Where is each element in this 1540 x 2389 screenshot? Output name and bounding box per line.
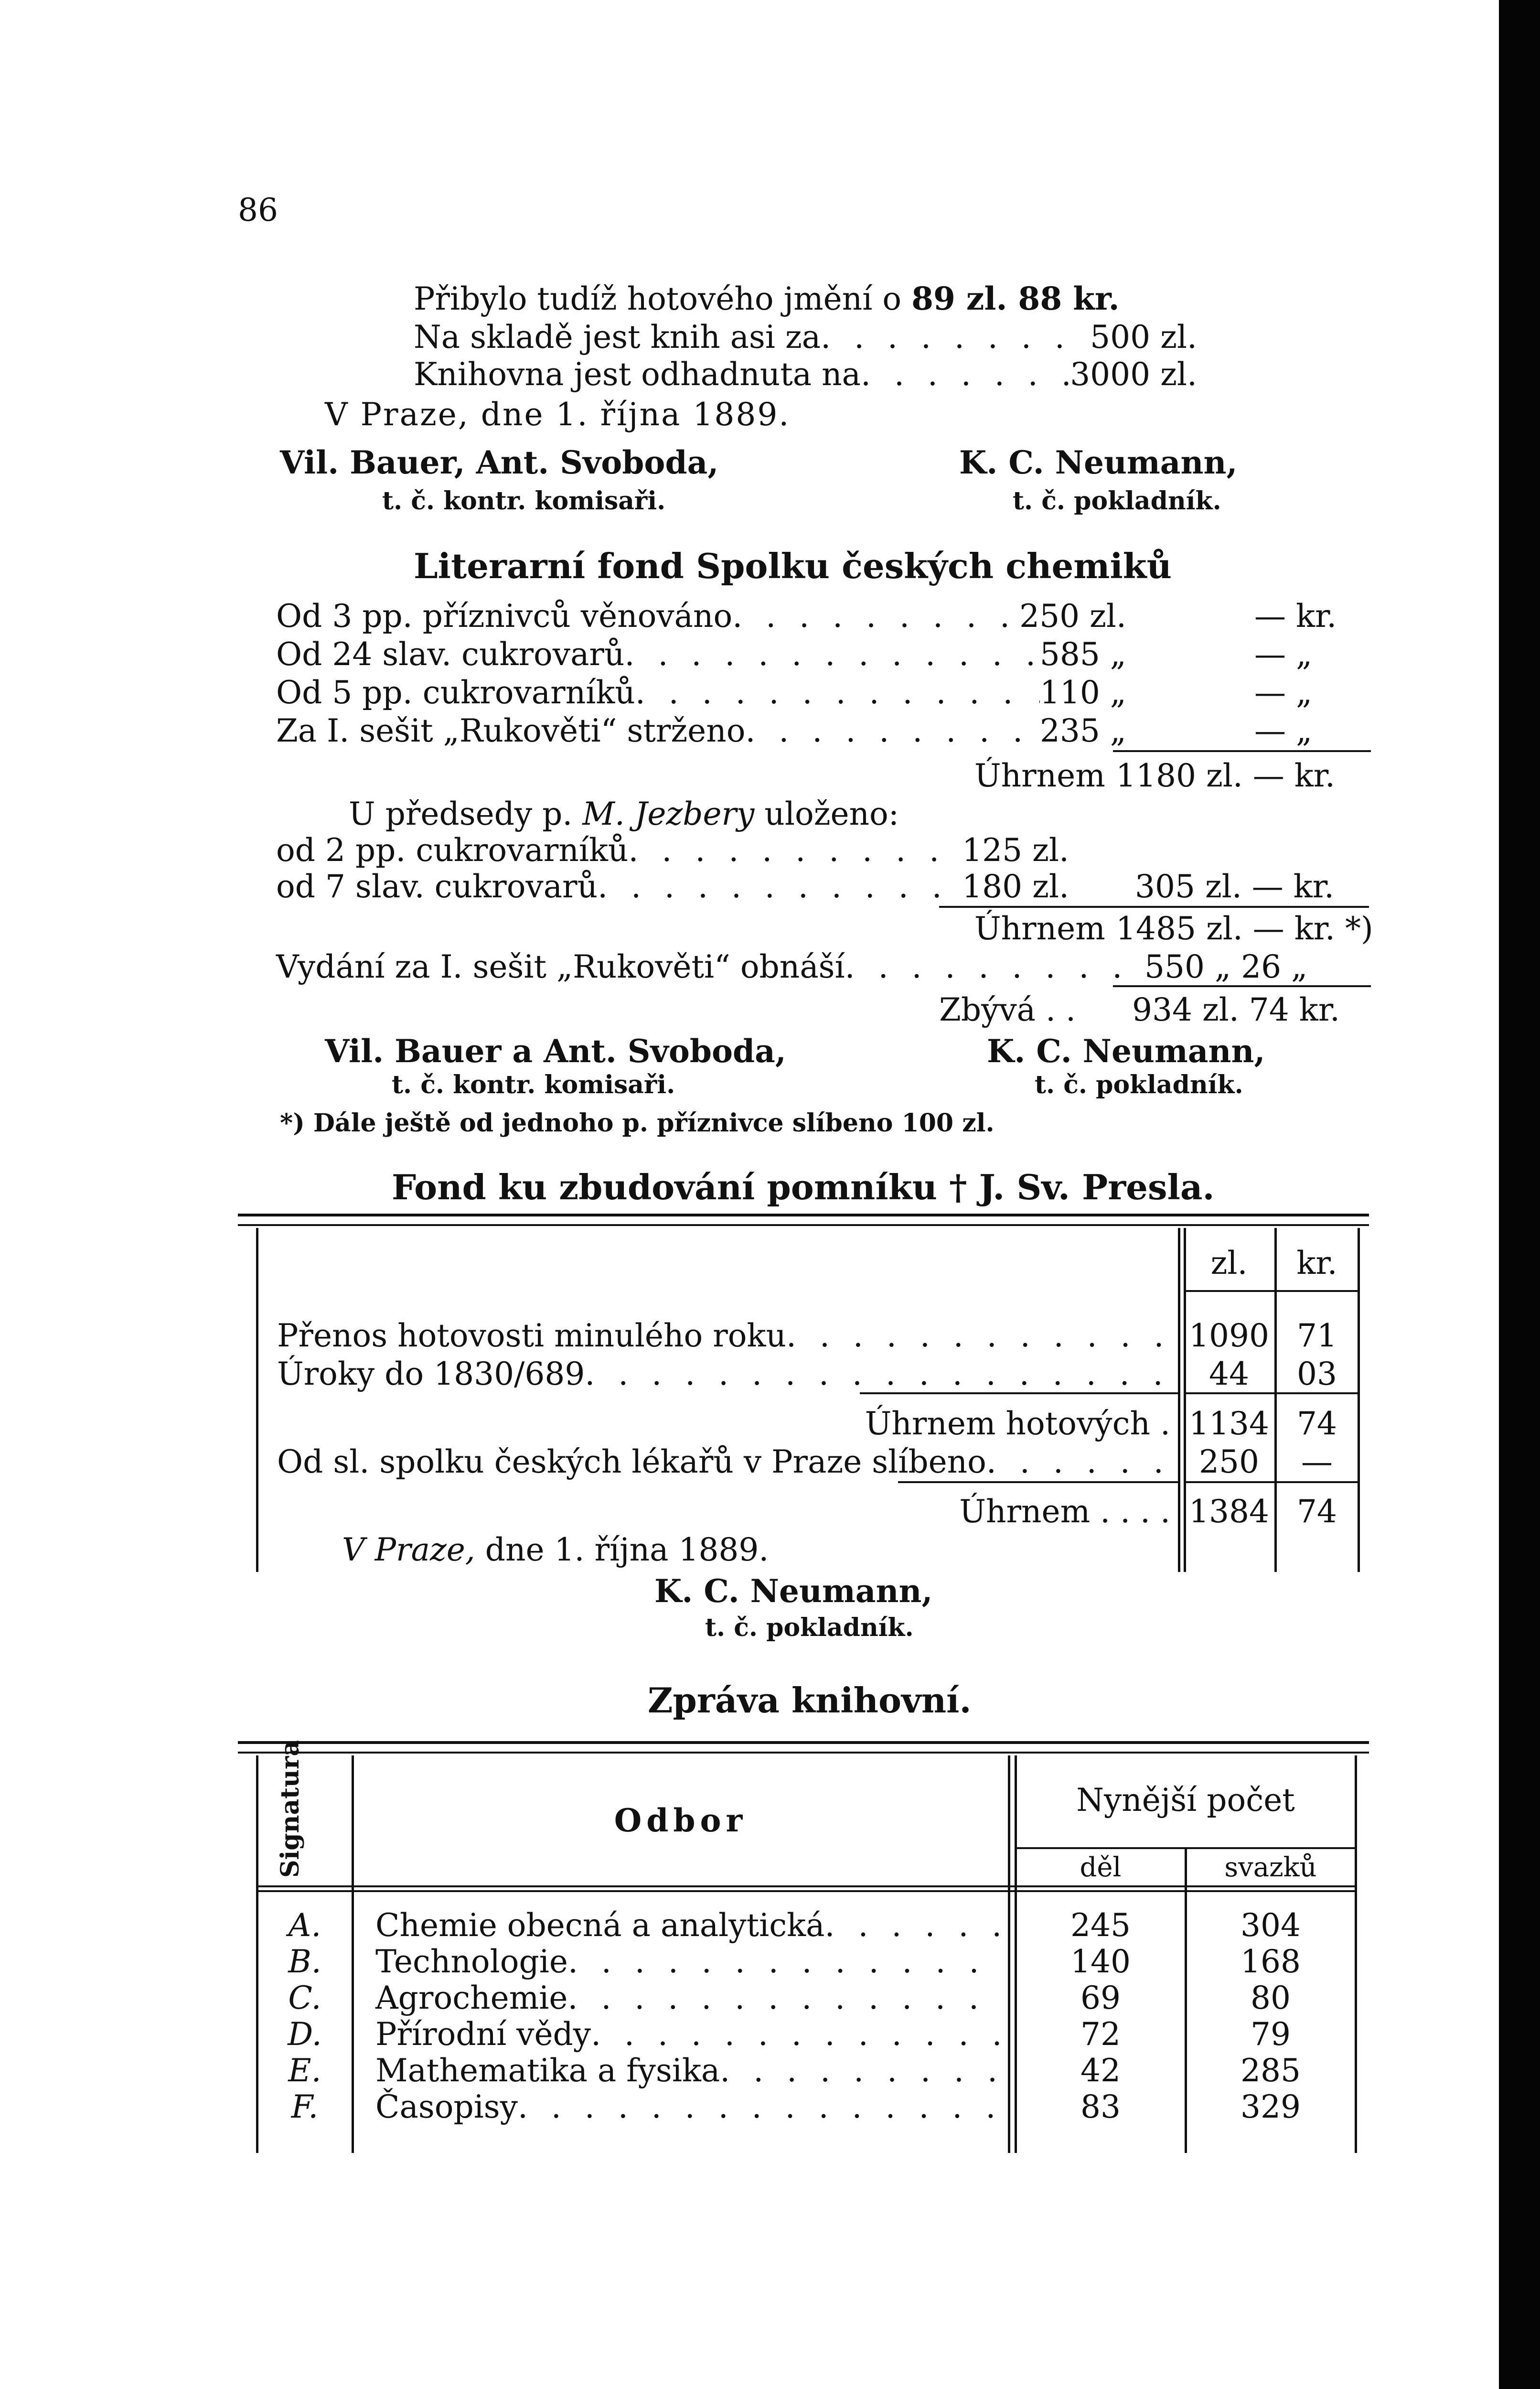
library-top-rule [238,1741,1369,1754]
presl-row [277,1355,1170,1393]
literary-row [276,674,1126,712]
presl-place-date [342,1531,769,1569]
library-row-volumes: 80 [1251,1980,1291,2016]
library-col-section: Odbor [614,1802,748,1839]
sum-rule [1184,1481,1359,1483]
intro-line-3 [414,355,1197,394]
intro-line-1 [414,280,1120,318]
literary-sig-left-role: t. č. kontr. komisaři. [392,1070,675,1099]
presl-sig-name: K. C. Neumann, [654,1572,933,1610]
intro-line-2-label: Na skladě jest knih asi za [414,319,821,355]
literary-row [276,597,1126,635]
literary-row-kr: — kr. [1254,598,1337,635]
library-row-signature: B. [288,1943,321,1980]
library-row-name [375,2088,1001,2126]
presl-col-zl: zl. [1210,1245,1248,1281]
deposit-name: M. Jezbery [582,796,755,832]
library-row-signature: E. [288,2052,321,2089]
presl-place: V Praze, [342,1531,475,1568]
deposit-sum: 305 zl. — kr. [1135,868,1335,905]
intro-line-1-amount: 89 zl. 88 kr. [911,280,1120,317]
library-col-signature: Signatura [276,1740,305,1878]
remain-label: Zbývá . . [939,991,1076,1028]
presl-row-label: Přenos hotovosti minulého roku [277,1317,786,1354]
library-row-name-text: Technologie [375,1943,568,1980]
library-col-parts: děl [1080,1852,1122,1883]
library-col-count: Nynější počet [1076,1782,1295,1819]
presl-row-zl: 1384 [1189,1493,1269,1530]
library-right-rule [1355,1755,1357,2153]
sum-rule [1184,1392,1359,1394]
literary-row-label: Od 3 pp. příznivců věnováno [276,598,733,635]
literary-sig-right-role: t. č. pokladník. [1035,1070,1243,1099]
library-row-parts: 69 [1080,1980,1121,2016]
library-row-name-text: Mathematika a fysika [375,2052,720,2089]
library-row-name [375,1943,1001,1981]
literary-row-label: Od 24 slav. cukrovarů [276,636,625,673]
presl-row [277,1317,1170,1355]
intro-place-date: V Praze, dne 1. října 1889. [325,396,791,433]
presl-row-kr: 03 [1297,1356,1337,1392]
presl-row-zl: 1090 [1189,1317,1269,1354]
expense-label: Vydání za I. sešit „Rukověti“ obnáší [276,948,845,985]
presl-row [277,1443,1170,1481]
library-subheader-rule [1015,1847,1357,1849]
literary-row [276,635,1126,674]
presl-left-rule [256,1228,258,1572]
presl-row-zl: 1134 [1189,1405,1269,1442]
library-row-volumes: 79 [1251,2016,1291,2053]
deposit-row-value: 125 zl. [962,832,1069,869]
expense-value: 550 „ 26 „ [1144,948,1308,985]
deposit-row-label: od 7 slav. cukrovarů [276,868,598,905]
sum-rule [1113,750,1371,752]
deposit-line [349,795,899,833]
scan-right-edge [1499,0,1540,2389]
library-header-rule [256,1885,1357,1887]
presl-col-rule [1178,1228,1180,1572]
deposit-row [276,868,1069,906]
library-row-signature: C. [288,1980,321,2016]
sum-rule [898,1481,1178,1483]
literary-row-kr: — „ [1254,712,1313,749]
literary-sig-right-name: K. C. Neumann, [987,1033,1265,1070]
literary-row-label: Za I. sešit „Rukověti“ strženo [276,712,746,749]
presl-date: dne 1. října 1889. [485,1531,769,1568]
literary-total1-value: 1180 zl. — kr. [1116,757,1336,794]
intro-line-3-value: 3000 zl. [1070,356,1197,393]
presl-fund-title: Fond ku zbudování pomníku † J. Sv. Presla. [392,1167,1215,1207]
presl-row-label: Úroky do 1830/689 [277,1356,585,1392]
presl-header-rule [1184,1290,1359,1292]
library-col-rule [1008,1755,1010,2153]
intro-line-3-label: Knihovna jest odhadnuta na [414,356,861,393]
sum-rule [1113,985,1371,987]
library-row-name-text: Chemie obecná a analytická [375,1907,825,1944]
literary-total2-value: 1485 zl. — kr. *) [1116,910,1373,947]
literary-row-label: Od 5 pp. cukrovarníků [276,674,635,711]
library-row-volumes: 304 [1241,1907,1301,1944]
library-row-parts: 72 [1080,2016,1121,2053]
deposit-row-label: od 2 pp. cukrovarníků [276,832,629,869]
literary-row-zl: 250 zl. [1019,598,1126,635]
library-row-parts: 140 [1070,1943,1131,1980]
literary-row-kr: — „ [1254,674,1313,711]
presl-row-kr: 74 [1297,1493,1337,1530]
presl-row-zl: 250 [1199,1443,1259,1480]
literary-row [276,712,1126,750]
presl-sig-role: t. č. pokladník. [705,1613,914,1642]
literary-total2-label: Úhrnem [974,910,1105,947]
intro-sig-right-role: t. č. pokladník. [1013,486,1221,516]
presl-row-kr: 74 [1297,1405,1337,1442]
library-col-volumes: svazků [1224,1852,1317,1883]
literary-fund-title: Literarní fond Spolku českých chemiků [414,546,1172,586]
presl-row-label: Úhrnem . . . . [959,1493,1170,1530]
intro-line-2-value: 500 zl. [1090,319,1197,355]
literary-row-kr: — „ [1254,636,1313,673]
library-row-name [375,2052,1001,2090]
intro-sig-left-role: t. č. kontr. komisaři. [382,486,666,516]
presl-top-rule [238,1214,1369,1226]
library-header-rule [256,1890,1357,1892]
sum-rule [860,1392,1178,1394]
library-row-parts: 83 [1080,2088,1121,2125]
sum-rule [939,906,1369,908]
presl-row-label: Úhrnem hotových . [865,1405,1170,1442]
literary-footnote: *) Dále ještě od jednoho p. příznivce slíbeno 100 zl. [280,1108,995,1138]
library-row-name [375,2015,1001,2054]
library-row-volumes: 329 [1241,2088,1301,2125]
literary-row-zl: 585 „ [1039,636,1126,673]
literary-row-zl: 235 „ [1039,712,1126,749]
literary-total1-label: Úhrnem [974,757,1105,794]
presl-row-label: Od sl. spolku českých lékařů v Praze slíbeno [277,1443,986,1480]
deposit-suffix: uloženo: [764,796,899,832]
intro-sig-left-name: Vil. Bauer, Ant. Svoboda, [280,444,719,481]
intro-sig-right-name: K. C. Neumann, [959,444,1238,481]
literary-row-zl: 110 „ [1039,674,1126,711]
library-row-name [375,1906,1001,1945]
library-row-name [375,1979,1001,2017]
presl-row-kr: — [1301,1443,1333,1480]
library-row-signature: A. [288,1907,321,1944]
intro-line-1-text: Přibylo tudíž hotového jmění o [414,280,902,317]
deposit-row [276,831,1069,870]
literary-sig-left-name: Vil. Bauer a Ant. Svoboda, [325,1033,786,1070]
remain-value: 934 zl. 74 kr. [1132,991,1340,1028]
expense-row [276,948,1141,986]
presl-row-kr: 71 [1297,1317,1337,1354]
presl-row-zl: 44 [1209,1356,1249,1392]
library-row-parts: 245 [1070,1907,1131,1944]
library-title: Zpráva knihovní. [648,1680,972,1721]
intro-line-2 [414,318,1197,356]
library-row-name-text: Agrochemie [375,1980,568,2016]
deposit-prefix: U předsedy p. [349,796,573,832]
library-row-signature: D. [288,2016,322,2053]
library-row-volumes: 168 [1241,1943,1301,1980]
library-row-name-text: Časopisy [375,2088,518,2125]
library-row-volumes: 285 [1241,2052,1301,2089]
presl-right-rule [1358,1228,1360,1572]
library-row-name-text: Přírodní vědy [375,2016,591,2053]
library-row-parts: 42 [1080,2052,1121,2089]
library-row-signature: F. [291,2088,319,2125]
page-number: 86 [238,192,278,228]
presl-col-kr: kr. [1296,1245,1337,1281]
deposit-row-value: 180 zl. [962,868,1069,905]
